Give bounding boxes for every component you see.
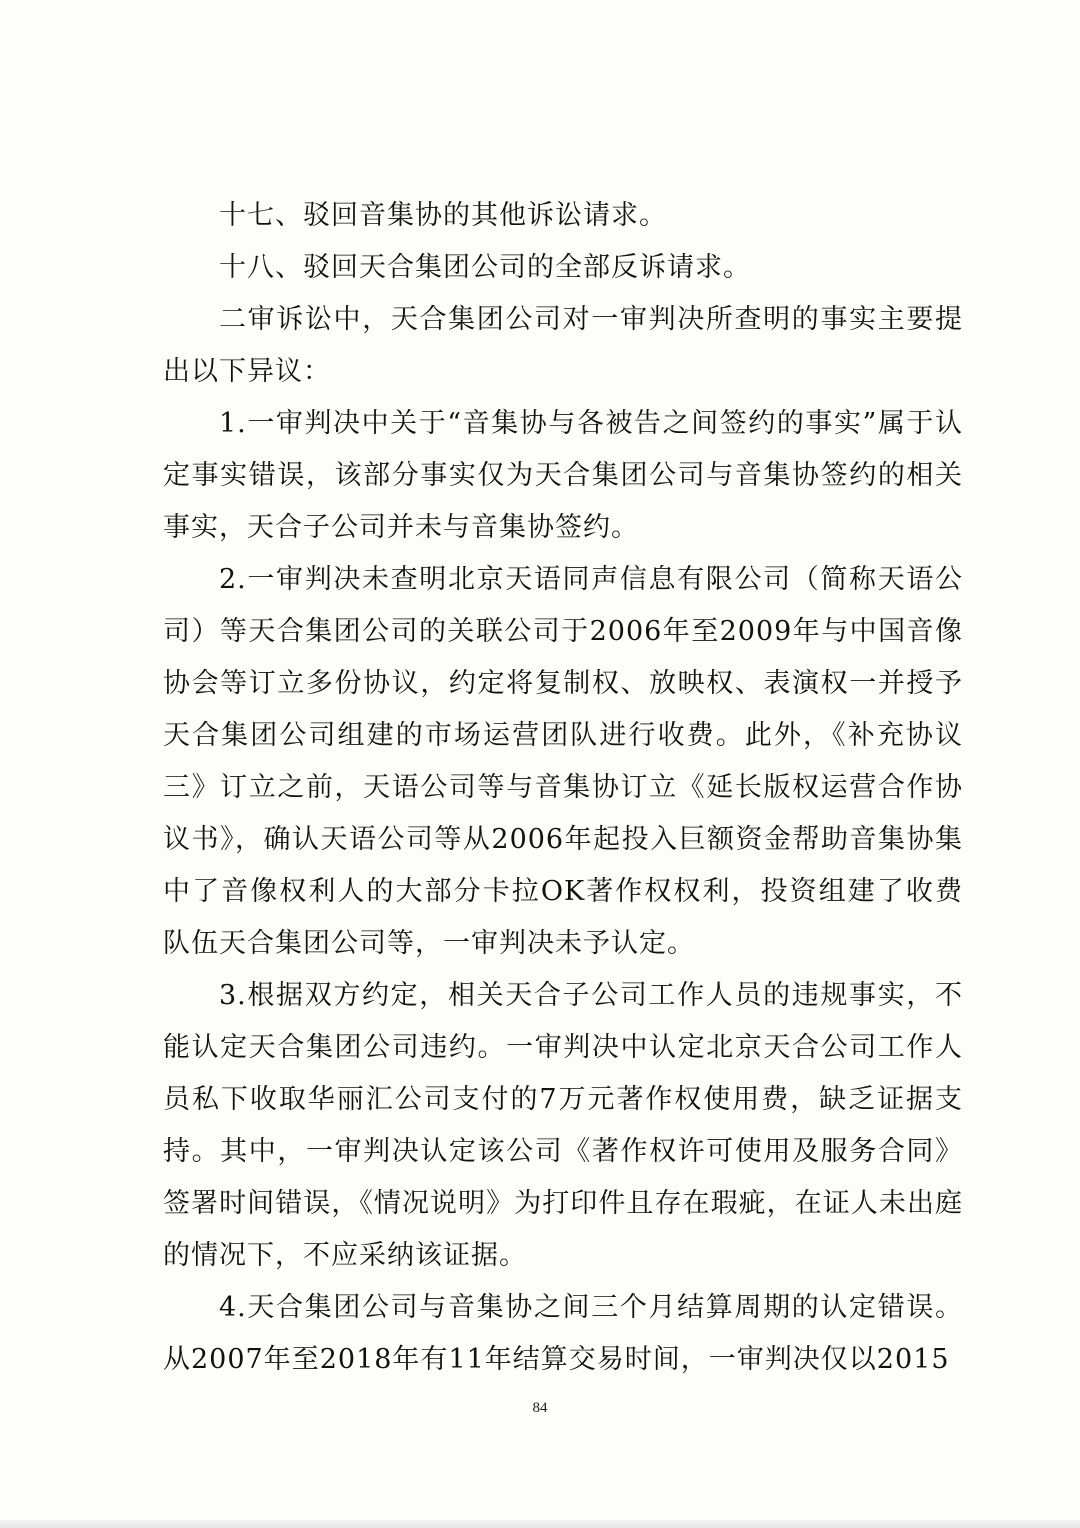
paragraph-appeal-intro: 二审诉讼中，天合集团公司对一审判决所查明的事实主要提出以下异议： [163, 304, 963, 387]
scan-edge-divider [0, 1520, 1080, 1528]
document-body [163, 190, 963, 1386]
paragraph-objection-2: 2.一审判决未查明北京天语同声信息有限公司（简称天语公司）等天合集团公司的关联公司于2006年至2009年与中国音像协会等订立多份协议，约定将复制权、放映权、表演权一并授予天合集团公司组建的市场运营团队进行收费。此外，《补充协议三》订立之前，天语公司等与音集协订立《延长版权运营合作协议书》，确认天语公司等从2006年起投入巨额资金帮助音集协集中了音像权利人的大部分卡拉OK著作权权利，投资组建了收费队伍天合集团公司等，一审判决未予认定。 [163, 564, 963, 959]
page-number: 84 [532, 1400, 548, 1416]
paragraph-item-18: 十八、驳回天合集团公司的全部反诉请求。 [219, 252, 751, 283]
paragraph-objection-4: 4.天合集团公司与音集协之间三个月结算周期的认定错误。从2007年至2018年有11年结算交易时间，一审判决仅以2015 [163, 1292, 963, 1375]
paragraph-item-17: 十七、驳回音集协的其他诉讼请求。 [219, 200, 667, 231]
paragraph-objection-1: 1.一审判决中关于“音集协与各被告之间签约的事实”属于认定事实错误，该部分事实仅为天合集团公司与音集协签约的相关事实，天合子公司并未与音集协签约。 [163, 408, 963, 543]
paragraph-objection-3: 3.根据双方约定，相关天合子公司工作人员的违规事实，不能认定天合集团公司违约。一审判决中认定北京天合公司工作人员私下收取华丽汇公司支付的7万元著作权使用费，缺乏证据支持。其中，一审判决认定该公司《著作权许可使用及服务合同》签署时间错误，《情况说明》为打印件且存在瑕疵，在证人未出庭的情况下，不应采纳该证据。 [163, 980, 963, 1271]
